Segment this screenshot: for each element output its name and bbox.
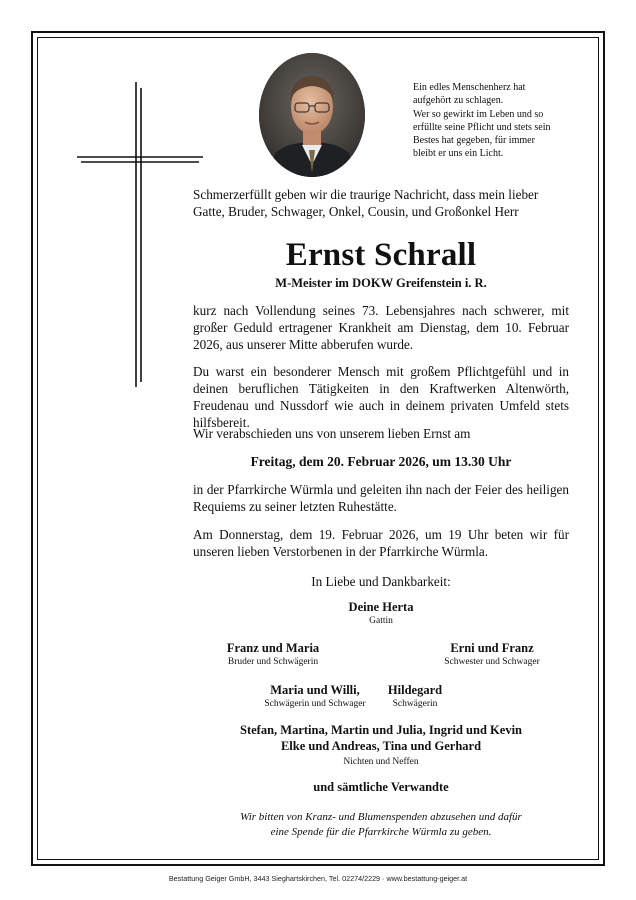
relatives-line: und sämtliche Verwandte: [313, 780, 449, 794]
deceased-title: M-Meister im DOKW Greifenstein i. R.: [275, 276, 487, 290]
left-pair-relation: Bruder und Schwägerin: [227, 657, 319, 667]
poem-block: [413, 81, 578, 161]
funeral-home-footer: Bestattung Geiger GmbH, 3443 Sieghartskirchen, Tel. 02274/2229 · www.bestattung-geiger.at: [168, 874, 468, 883]
mid-single-name: Hildegard: [387, 683, 443, 697]
intro-line: Schmerzerfüllt geben wir die traurige Nachricht, dass mein lieber: [193, 187, 539, 202]
mid-pair-name: Maria und Willi,: [270, 683, 360, 697]
body-paragraph-3: Wir verabschieden uns von unserem lieben Ernst am: [193, 426, 471, 441]
mid-pair-relation: Schwägerin und Schwager: [264, 699, 366, 709]
nieces-line-2: Elke und Andreas, Tina und Gerhard: [280, 739, 482, 753]
body-paragraph-5: Am Donnerstag, dem 19. Februar 2026, um 19 Uhr beten wir für unseren lieben Verstorbenen in der Pfarrkirche Würmla.: [193, 527, 569, 559]
poem-line: Ein edles Menschenherz hat: [413, 82, 526, 93]
donation-note-line: Wir bitten von Kranz- und Blumenspenden abzusehen und dafür: [240, 811, 522, 823]
body-paragraph-1: kurz nach Vollendung seines 73. Lebensjahres nach schwerer, mit großer Geduld ertragener Krankheit am Dienstag, dem 10. Februar 2026, aus unserer Mitte abberufen wurde.: [193, 303, 569, 352]
intro-text: [193, 186, 583, 220]
deceased-name: Ernst Schrall: [285, 237, 477, 273]
poem-line: erfüllte seine Pflicht und stets sein: [413, 121, 551, 133]
spouse-relation: Gattin: [369, 616, 393, 626]
body-paragraph-4: in der Pfarrkirche Würmla und geleiten ihn nach der Feier des heiligen Requiems zu seiner letzten Ruhestätte.: [193, 482, 569, 514]
poem-line: bleibt er uns ein Licht.: [413, 148, 504, 160]
nieces-relation: Nichten und Neffen: [343, 757, 419, 767]
portrait-photo: [259, 53, 365, 177]
right-pair-relation: Schwester und Schwager: [444, 657, 540, 667]
mid-single-relation: Schwägerin: [392, 699, 438, 709]
donation-note: [193, 810, 569, 840]
right-pair-name: Erni und Franz: [450, 641, 534, 655]
body-paragraph-2: Du warst ein besonderer Mensch mit großem Pflichtgefühl und in deinen beruflichen Tätigkeiten in den Kraftwerken Altenwörth, Freudenau und Nussdorf wie auch in deinem privaten Umfeld stets hilfsbereit.: [193, 364, 569, 430]
spouse-name: Deine Herta: [348, 600, 414, 614]
poem-line: Wer so gewirkt im Leben und so: [413, 108, 544, 120]
spouse-block: [293, 599, 469, 627]
nieces-block: [193, 722, 569, 768]
mid-pair-block: [256, 682, 374, 710]
nieces-line-1: Stefan, Martina, Martin und Julia, Ingrid und Kevin: [240, 723, 522, 737]
left-pair-block: [198, 640, 348, 668]
mid-single-block: [372, 682, 458, 710]
poem-line: aufgehört zu schlagen.: [413, 95, 504, 107]
mourners-lead: In Liebe und Dankbarkeit:: [311, 574, 451, 589]
right-pair-block: [414, 640, 570, 668]
poem-line: Bestes hat gegeben, für immer: [413, 135, 535, 147]
cross-icon: [77, 82, 203, 387]
ceremony-date: Freitag, dem 20. Februar 2026, um 13.30 Uhr: [250, 454, 512, 469]
left-pair-name: Franz und Maria: [226, 641, 320, 655]
donation-note-line: eine Spende für die Pfarrkirche Würmla zu geben.: [270, 826, 492, 838]
intro-line: Gatte, Bruder, Schwager, Onkel, Cousin, und Großonkel Herr: [193, 204, 519, 219]
